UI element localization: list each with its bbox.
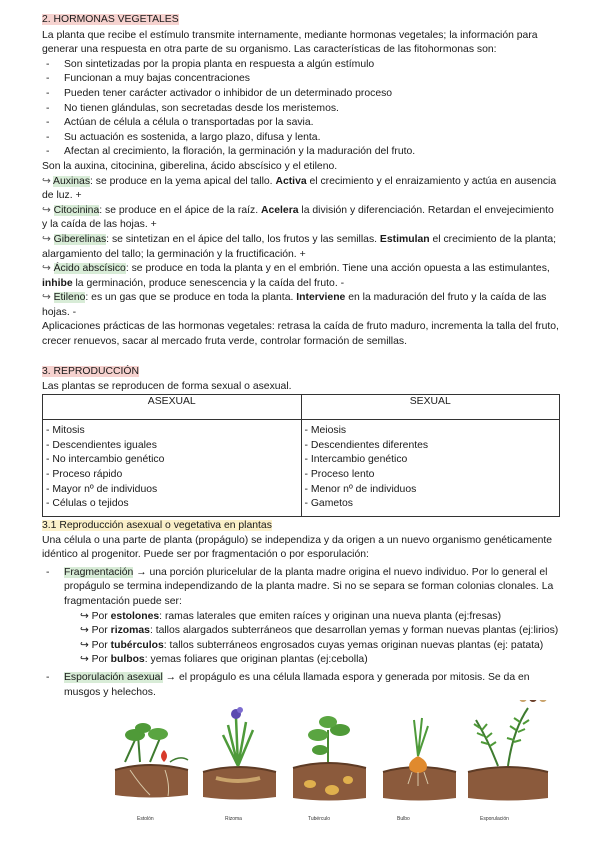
table-line: - Proceso lento — [304, 468, 375, 480]
hormone-text: el crecimiento de la planta; alargamiento del tallo; la germinación y la fructificación. + — [42, 233, 557, 260]
table-header-asexual: ASEXUAL — [43, 395, 302, 420]
term-text: : tallos subterráneos engrosados cuyas yemas originan nuevas plantas (ej: patata) — [163, 639, 544, 651]
esporulacion-illustration — [468, 700, 548, 801]
asexual-types-list — [42, 566, 560, 700]
hormone-item-auxinas — [42, 175, 560, 204]
list-item — [80, 639, 560, 654]
reproduccion-section — [42, 365, 560, 517]
plant-reproduction-illustration — [110, 700, 550, 825]
hormone-action: inhibe — [42, 277, 73, 289]
hormone-name: Auxinas — [53, 175, 91, 187]
tuberculo-illustration — [293, 716, 366, 801]
reproduction-table — [42, 394, 560, 517]
caption-rizoma: Rizoma — [225, 816, 242, 822]
hormone-text: en la maduración del fruto y la caída de las hojas. - — [42, 292, 547, 318]
caption-tuberculo: Tubérculo — [308, 816, 331, 822]
list-item-fragmentacion — [42, 566, 560, 668]
hormone-action: Activa — [275, 175, 307, 187]
hormone-item-acido-abscisico — [42, 262, 560, 291]
hormone-item-citocinina — [42, 204, 560, 233]
hormone-action: Interviene — [296, 292, 346, 304]
term-bold: rizomas — [110, 625, 150, 637]
table-line: - Mayor nº de individuos — [46, 483, 158, 495]
hormone-item-etileno — [42, 291, 560, 320]
hormone-item-giberelinas — [42, 233, 560, 262]
table-line: - Proceso rápido — [46, 468, 123, 480]
asexual-section — [42, 519, 560, 700]
table-header-sexual: SEXUAL — [301, 395, 560, 420]
term-text: : ramas laterales que emiten raíces y originan una nueva planta (ej:fresas) — [159, 610, 502, 622]
table-line: - Mitosis — [46, 425, 85, 437]
list-item — [80, 624, 560, 639]
list-item: - Afectan al crecimiento, la floración, la germinación y la maduración del fruto. — [42, 145, 560, 160]
rizoma-illustration — [203, 707, 276, 800]
table-line: - Células o tejidos — [46, 498, 129, 510]
list-item: - Pueden tener carácter activador o inhibidor de un determinado proceso — [42, 87, 560, 102]
section-title-hormonas: 2. HORMONAS VEGETALES — [42, 14, 179, 25]
caption-esporulacion: Esporulación — [480, 816, 509, 822]
table-line: - Descendientes diferentes — [304, 439, 429, 451]
hormone-action: Acelera — [260, 204, 299, 216]
hormone-text: la división y diferenciación. Retardan el envejecimiento y la caída de las hojas. + — [42, 204, 554, 231]
hormone-text: : se produce en el ápice de la raíz. — [99, 204, 261, 216]
reproduccion-intro: Las plantas se reproducen de forma sexual o asexual. — [42, 380, 292, 392]
bulbo-illustration — [383, 718, 456, 801]
term-bold: tubérculos — [110, 639, 164, 651]
table-line: - Gametos — [304, 498, 354, 510]
hormone-text: : se sintetizan en el ápice del tallo, los frutos y las semillas. — [106, 233, 380, 245]
arrow-icon: ↪ Por — [80, 625, 111, 637]
list-item — [80, 610, 560, 625]
hormone-name: Citocinina — [53, 204, 100, 216]
hormone-text: : se produce en toda la planta y en el embrión. Tiene una acción opuesta a las estimulantes, — [125, 263, 550, 275]
table-cell-asexual — [43, 420, 302, 517]
fragmentation-sublist — [64, 610, 560, 668]
term-text: : tallos alargados subterráneos que desarrollan yemas y forman nuevas plantas (ej:lirios) — [149, 625, 559, 637]
caption-bulbo: Bulbo — [397, 816, 410, 822]
hormone-name: Ácido abscísico — [53, 263, 126, 275]
table-line: - Intercambio genético — [304, 454, 408, 466]
list-item — [80, 653, 560, 668]
asexual-intro: Una célula o una parte de planta (propágulo) se independiza y da origen a un nuevo organismo genéticamente idéntico al progenitor. Puede ser por fragmentación o por esporulación: — [42, 534, 553, 561]
table-line: - No intercambio genético — [46, 454, 165, 466]
arrow-icon: ↪ — [42, 233, 51, 245]
table-cell-sexual — [301, 420, 560, 517]
arrow-icon: ↪ Por — [80, 654, 111, 666]
hormone-text: el crecimiento y el enraizamiento y actúa en ausencia de luz. + — [42, 175, 557, 202]
hormone-text: : se produce en la yema apical del tallo. — [90, 175, 276, 187]
arrow-icon: ↪ Por — [80, 610, 111, 622]
list-item: - Funcionan a muy bajas concentraciones — [42, 72, 560, 87]
term-bold: bulbos — [110, 654, 145, 666]
list-item: - Actúan de célula a célula o transportadas por la savia. — [42, 116, 560, 131]
hormonas-characteristics-list — [42, 58, 560, 160]
hormone-action: Estimulan — [379, 233, 430, 245]
list-item: - No tienen glándulas, son secretadas desde los meristemos. — [42, 102, 560, 117]
hormonas-list-sentence: Son la auxina, citocinina, giberelina, ácido abscísico y el etileno. — [42, 160, 338, 172]
term-text: : yemas foliares que originan plantas (ej:cebolla) — [144, 654, 368, 666]
hormonas-intro: La planta que recibe el estímulo transmite internamente, mediante hormonas vegetales; la información para generar una respuesta en otra parte de su organismo. Las características de las fitohormonas son: — [42, 29, 538, 56]
table-line: - Menor nº de individuos — [304, 483, 417, 495]
term-text: → el propágulo es una célula llamada espora y generada por mitosis. Se da en musgos y helechos. — [64, 671, 530, 698]
caption-estolon: Estolón — [137, 816, 154, 822]
list-item-esporulacion — [42, 671, 560, 700]
term-bold: estolones — [110, 610, 160, 622]
arrow-icon: ↪ Por — [80, 639, 111, 651]
hormone-name: Giberelinas — [53, 233, 107, 245]
hormone-name: Etileno — [53, 292, 86, 304]
section-title-asexual: 3.1 Reproducción asexual o vegetativa en plantas — [42, 520, 272, 531]
hormone-text: la germinación, produce senescencia y la caída del fruto. - — [72, 277, 345, 289]
arrow-icon: ↪ — [42, 204, 51, 216]
estolon-illustration — [115, 723, 188, 798]
term-esporulacion: Esporulación asexual — [64, 671, 163, 683]
arrow-icon: ↪ — [42, 263, 51, 275]
hormone-text: : es un gas que se produce en toda la planta. — [85, 292, 297, 304]
list-item: - Son sintetizadas por la propia planta en respuesta a algún estímulo — [42, 58, 560, 73]
term-fragmentacion: Fragmentación — [64, 566, 134, 578]
list-item: - Su actuación es sostenida, a largo plazo, difusa y lenta. — [42, 131, 560, 146]
hormonas-section — [42, 13, 560, 350]
arrow-icon: ↪ — [42, 175, 51, 187]
table-line: - Meiosis — [304, 425, 347, 437]
section-title-reproduccion: 3. REPRODUCCIÓN — [42, 366, 139, 377]
term-text: → una porción pluricelular de la planta madre origina el nuevo individuo. Por lo general el propágulo se termina independizando de la planta madre. Si no se separa se forman colonias clonales. La fragmentación puede ser: — [64, 566, 554, 607]
arrow-icon: ↪ — [42, 292, 51, 304]
hormonas-aplicaciones: Aplicaciones prácticas de las hormonas vegetales: retrasa la caída de fruto maduro, incrementa la talla del fruto, crecer renuevos, sacar al mercado fruta verde, controlar formación de semillas. — [42, 321, 559, 348]
table-line: - Descendientes iguales — [46, 439, 157, 451]
